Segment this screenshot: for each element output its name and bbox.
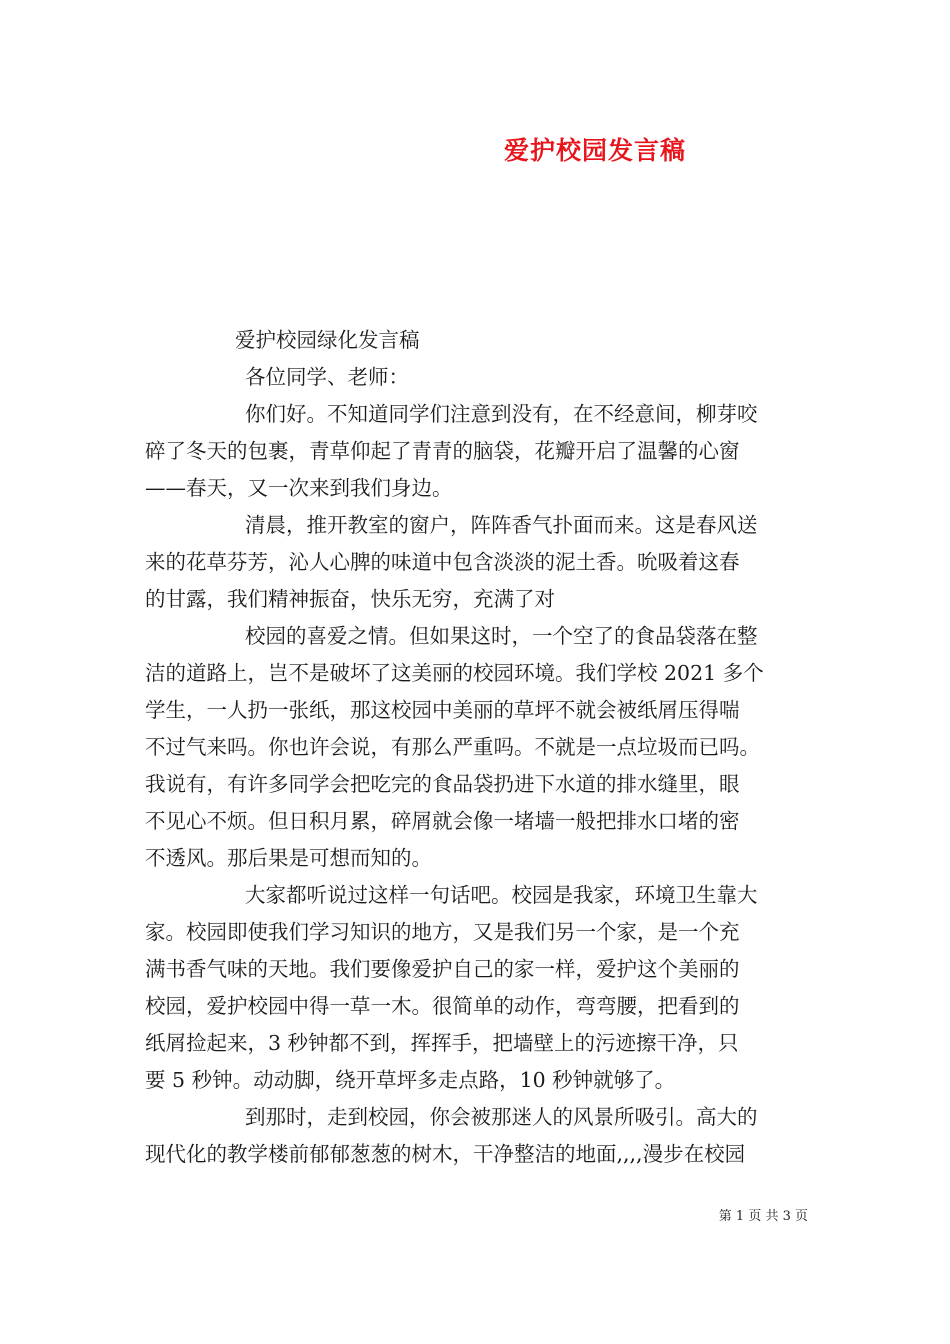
body-line: 满书香气味的天地。我们要像爱护自己的家一样，爱护这个美丽的: [145, 957, 740, 981]
body-line: 不过气来吗。你也许会说，有那么严重吗。不就是一点垃圾而已吗。: [145, 735, 760, 759]
body-line: 校园，爱护校园中得一草一木。很简单的动作，弯弯腰，把看到的: [145, 994, 740, 1018]
body-line: 不见心不烦。但日积月累，碎屑就会像一堵墙一般把排水口堵的密: [145, 809, 740, 833]
salutation-line: 各位同学、老师：: [245, 365, 409, 389]
body-line: 要 5 秒钟。动动脚，绕开草坪多走点路，10 秒钟就够了。: [145, 1068, 676, 1092]
body-line: 校园的喜爱之情。但如果这时，一个空了的食品袋落在整: [245, 624, 758, 648]
body-line: 纸屑捡起来，3 秒钟都不到，挥挥手，把墙壁上的污迹擦干净，只: [145, 1031, 739, 1055]
body-line: 学生，一人扔一张纸，那这校园中美丽的草坪不就会被纸屑压得喘: [145, 698, 740, 722]
body-line: 我说有，有许多同学会把吃完的食品袋扔进下水道的排水缝里，眼: [145, 772, 740, 796]
body-line: 大家都听说过这样一句话吧。校园是我家，环境卫生靠大: [245, 883, 758, 907]
body-line: 来的花草芬芳，沁人心脾的味道中包含淡淡的泥土香。吮吸着这春: [145, 550, 740, 574]
body-line: 洁的道路上，岂不是破坏了这美丽的校园环境。我们学校 2021 多个: [145, 661, 764, 685]
document-title: 爱护校园发言稿: [503, 136, 686, 165]
document-body: [145, 322, 810, 1173]
body-line: 的甘露，我们精神振奋，快乐无穷，充满了对: [145, 587, 555, 611]
body-line: 碎了冬天的包裹，青草仰起了青青的脑袋，花瓣开启了温馨的心窗: [145, 439, 740, 463]
page-footer: 第 1 页 共 3 页: [718, 1209, 808, 1224]
body-line: 到那时，走到校园，你会被那迷人的风景所吸引。高大的: [245, 1105, 758, 1129]
body-line: 清晨，推开教室的窗户，阵阵香气扑面而来。这是春风送: [245, 513, 758, 537]
body-line: 不透风。那后果是可想而知的。: [145, 846, 432, 870]
subtitle-line: 爱护校园绿化发言稿: [235, 328, 420, 352]
body-line: ——春天，又一次来到我们身边。: [145, 476, 453, 500]
body-line: 家。校园即使我们学习知识的地方，又是我们另一个家，是一个充: [145, 920, 740, 944]
body-line: 你们好。不知道同学们注意到没有，在不经意间，柳芽咬: [245, 402, 758, 426]
body-line: 现代化的教学楼前郁郁葱葱的树木，干净整洁的地面,,,,漫步在校园: [145, 1142, 746, 1166]
